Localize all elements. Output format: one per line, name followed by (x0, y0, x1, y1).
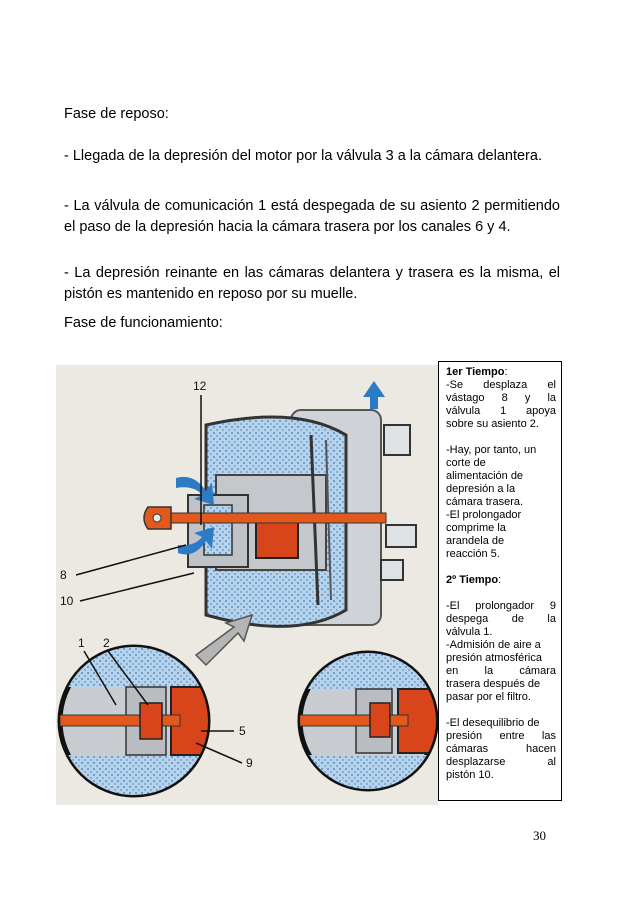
first-stage-line: comprime la (446, 522, 506, 534)
paragraph-depression-arrival: - Llegada de la depresión del motor por la válvula 3 a la cámara delantera. (64, 148, 542, 164)
label-5: 5 (239, 724, 246, 738)
first-stage-line: alimentación de (446, 470, 524, 482)
first-stage-title: 1er Tiempo: (446, 366, 508, 378)
second-stage-line: en la cámara (446, 665, 556, 677)
booster-main-section (144, 410, 416, 626)
first-stage-line: depresión a la (446, 483, 516, 495)
page-number: 30 (533, 828, 546, 843)
depression-outlet-arrow (363, 381, 385, 409)
first-stage-line: corte de (446, 457, 486, 469)
second-stage-line: trasera después de (446, 678, 541, 690)
section-heading-operation-phase: Fase de funcionamiento: (64, 315, 223, 331)
label-1: 1 (78, 636, 85, 650)
label-12: 12 (193, 379, 207, 393)
first-stage-line: -El prolongador (446, 509, 522, 521)
second-stage-line: desplazarse al (446, 756, 556, 768)
timing-explanation-box (438, 361, 562, 801)
paragraph-communication-valve: - La válvula de comunicación 1 está despegada de su asiento 2 permitiendo el paso de la depresión hacia la cámara trasera por los canales 6 y 4. (64, 198, 560, 235)
label-2: 2 (103, 636, 110, 650)
second-stage-line: -El prolongador 9 (446, 600, 556, 612)
first-stage-line: -Hay, por tanto, un (446, 444, 537, 456)
first-stage-line: válvula 1 apoya (446, 405, 556, 417)
first-stage-line: -Se desplaza el (446, 379, 556, 391)
second-stage-line: despega de la (446, 613, 556, 625)
section-heading-rest-phase: Fase de reposo: (64, 106, 169, 122)
detail-circle-second-stage (298, 651, 438, 795)
paragraph-piston-rest: - La depresión reinante en las cámaras delantera y trasera es la misma, el pistón es mantenido en reposo por su muelle. (64, 265, 560, 302)
second-stage-line: presión atmosférica (446, 652, 542, 664)
second-stage-line: -Admisión de aire a (446, 639, 541, 651)
detail-circle-first-stage (60, 647, 216, 800)
label-9: 9 (246, 756, 253, 770)
detail-pointer-arrow (196, 615, 252, 665)
first-stage-line: cámara trasera. (446, 496, 524, 508)
brake-booster-diagram (56, 365, 438, 805)
second-stage-line: pasar por el filtro. (446, 691, 531, 703)
first-stage-line: vástago 8 y la (446, 392, 556, 404)
second-stage-line: presión entre las (446, 730, 556, 742)
first-stage-line: reacción 5. (446, 548, 500, 560)
second-stage-line: válvula 1. (446, 626, 493, 638)
first-stage-line: sobre su asiento 2. (446, 418, 539, 430)
first-stage-line: arandela de (446, 535, 505, 547)
second-stage-title: 2º Tiempo: (446, 574, 502, 586)
label-10: 10 (60, 594, 74, 608)
second-stage-line: -El desequilibrio de (446, 717, 540, 729)
label-8: 8 (60, 568, 67, 582)
second-stage-line: cámaras hacen (446, 743, 556, 755)
brake-booster-illustration (56, 365, 438, 805)
second-stage-line: pistón 10. (446, 769, 494, 781)
